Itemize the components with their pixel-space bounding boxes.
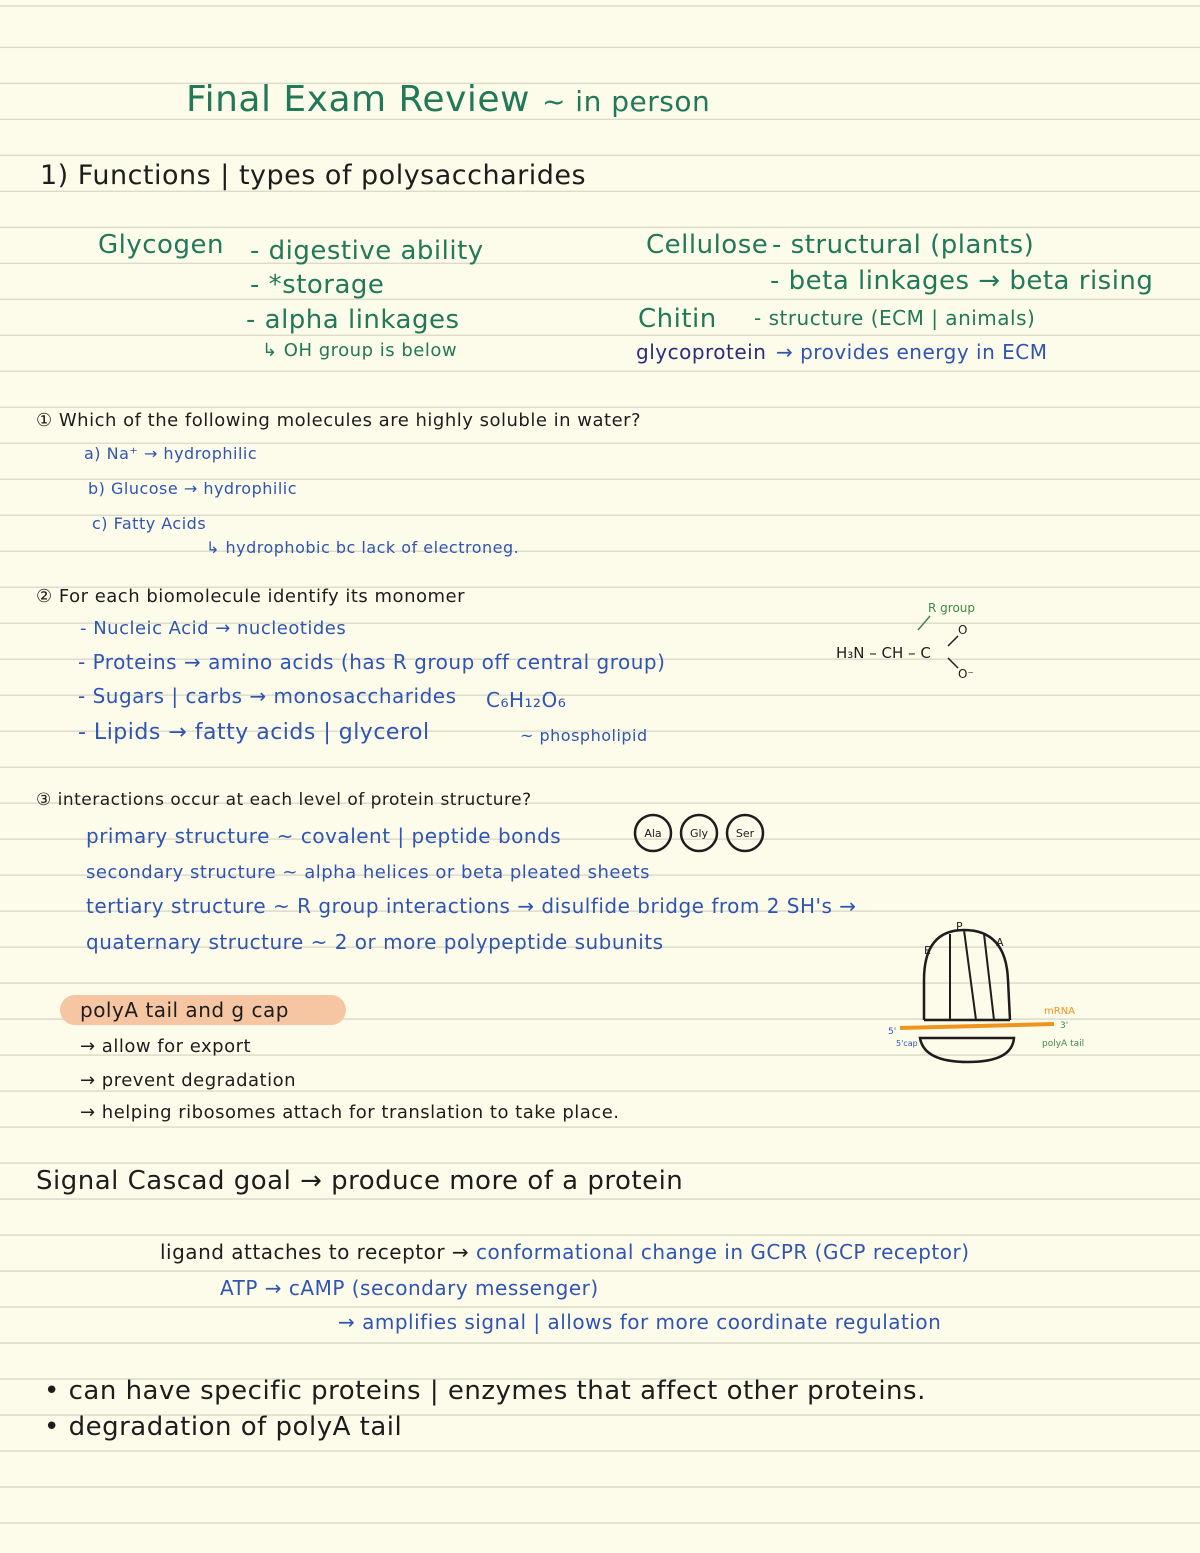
q3-tertiary: tertiary structure ~ R group interactions → disulfide bridge from 2 SH's → bbox=[86, 894, 857, 918]
site-a-label: A bbox=[996, 936, 1004, 949]
polya-line3: → helping ribosomes attach for translation to take place. bbox=[80, 1102, 620, 1123]
glycogen-line4: ↳ OH group is below bbox=[262, 340, 458, 361]
q1-question: ① Which of the following molecules are highly soluble in water? bbox=[36, 410, 642, 431]
q2-proteins: - Proteins → amino acids (has R group off central group) bbox=[78, 650, 666, 674]
carboxylate-bond bbox=[948, 658, 958, 668]
site-e-label: E bbox=[924, 944, 931, 957]
carbonyl-bond bbox=[948, 636, 958, 646]
glycogen-label: Glycogen bbox=[98, 230, 224, 260]
glycogen-line1: - digestive ability bbox=[250, 236, 484, 266]
polya-tail-label: polyA tail bbox=[1042, 1039, 1085, 1049]
ribosome-small-subunit bbox=[920, 1038, 1014, 1062]
oxygen-bottom: O⁻ bbox=[958, 667, 974, 681]
chitin-label: Chitin bbox=[638, 304, 717, 334]
section1-heading: 1) Functions | types of polysaccharides bbox=[40, 160, 587, 191]
signal-line2-camp: cAMP (secondary messenger) bbox=[288, 1276, 599, 1300]
bullet-2: • degradation of polyA tail bbox=[44, 1412, 403, 1442]
q3-primary: primary structure ~ covalent | peptide bonds bbox=[86, 824, 562, 848]
glycogen-line3: - alpha linkages bbox=[246, 305, 460, 335]
q2-lipids-note: ~ phospholipid bbox=[520, 726, 648, 745]
amino-acid-chain bbox=[632, 812, 766, 854]
signal-line1 bbox=[160, 1242, 970, 1262]
amino-acid-label-1: Ala bbox=[644, 827, 662, 840]
glycoprotein-line1: → provides energy in ECM bbox=[776, 340, 1048, 364]
amino-acid-label-2: Gly bbox=[689, 827, 709, 840]
three-prime-label: 3' bbox=[1060, 1021, 1069, 1031]
q2-question: ② For each biomolecule identify its monomer bbox=[36, 586, 465, 607]
glycogen-line2: - *storage bbox=[250, 270, 385, 300]
signal-line2-atp: ATP → bbox=[220, 1276, 283, 1300]
q2-lipids: - Lipids → fatty acids | glycerol bbox=[78, 720, 430, 745]
ribosome-diagram bbox=[884, 920, 1096, 1072]
bullet-1: • can have specific proteins | enzymes that affect other proteins. bbox=[44, 1376, 926, 1406]
q1-option-c-note: ↳ hydrophobic bc lack of electroneg. bbox=[206, 538, 520, 557]
polya-heading: polyA tail and g cap bbox=[80, 998, 289, 1022]
q2-formula: C₆H₁₂O₆ bbox=[486, 688, 567, 712]
signal-line1-blue: conformational change in GCPR (GCP receptor) bbox=[476, 1240, 970, 1264]
five-cap-label: 5'cap bbox=[896, 1039, 918, 1048]
q1-option-b: b) Glucose → hydrophilic bbox=[88, 479, 298, 498]
q3-quaternary: quaternary structure ~ 2 or more polypeptide subunits bbox=[86, 930, 664, 954]
ribosome-divider-3 bbox=[964, 930, 976, 1020]
cellulose-line1: - structural (plants) bbox=[772, 230, 1035, 260]
site-p-label: P bbox=[956, 920, 963, 933]
oxygen-top: O bbox=[958, 623, 968, 637]
q1-option-a: a) Na⁺ → hydrophilic bbox=[84, 444, 258, 463]
q3-question: ③ interactions occur at each level of protein structure? bbox=[36, 790, 532, 810]
polya-line2: → prevent degradation bbox=[80, 1070, 297, 1091]
mrna-strand bbox=[900, 1024, 1054, 1028]
q2-sugars: - Sugars | carbs → monosaccharides bbox=[78, 684, 457, 708]
q3-secondary: secondary structure ~ alpha helices or beta pleated sheets bbox=[86, 862, 651, 883]
ribosome-divider-4 bbox=[984, 934, 994, 1020]
glycoprotein-label: glycoprotein bbox=[636, 340, 767, 364]
cellulose-label: Cellulose bbox=[646, 230, 769, 260]
cellulose-line2: - beta linkages → beta rising bbox=[770, 266, 1154, 296]
r-group-label: R group bbox=[928, 601, 976, 615]
five-prime-label: 5' bbox=[888, 1027, 897, 1037]
title-main: Final Exam Review bbox=[186, 79, 530, 120]
page-title bbox=[186, 79, 711, 120]
r-group-bond bbox=[918, 616, 930, 630]
signal-heading: Signal Cascad goal → produce more of a protein bbox=[36, 1166, 684, 1196]
signal-line2 bbox=[220, 1278, 599, 1298]
chitin-line1: - structure (ECM | animals) bbox=[754, 306, 1036, 330]
signal-line3: → amplifies signal | allows for more coordinate regulation bbox=[338, 1310, 942, 1334]
q1-option-c: c) Fatty Acids bbox=[92, 514, 207, 533]
q2-nucleic: - Nucleic Acid → nucleotides bbox=[80, 618, 347, 639]
amino-acid-structure bbox=[836, 598, 986, 682]
backbone-label: H₃N – CH – C bbox=[836, 644, 931, 662]
title-suffix: ~ in person bbox=[541, 85, 711, 118]
signal-line1-black: ligand attaches to receptor → bbox=[160, 1240, 470, 1264]
amino-acid-label-3: Ser bbox=[735, 827, 755, 840]
mrna-label: mRNA bbox=[1044, 1006, 1076, 1017]
polya-line1: → allow for export bbox=[80, 1036, 252, 1057]
